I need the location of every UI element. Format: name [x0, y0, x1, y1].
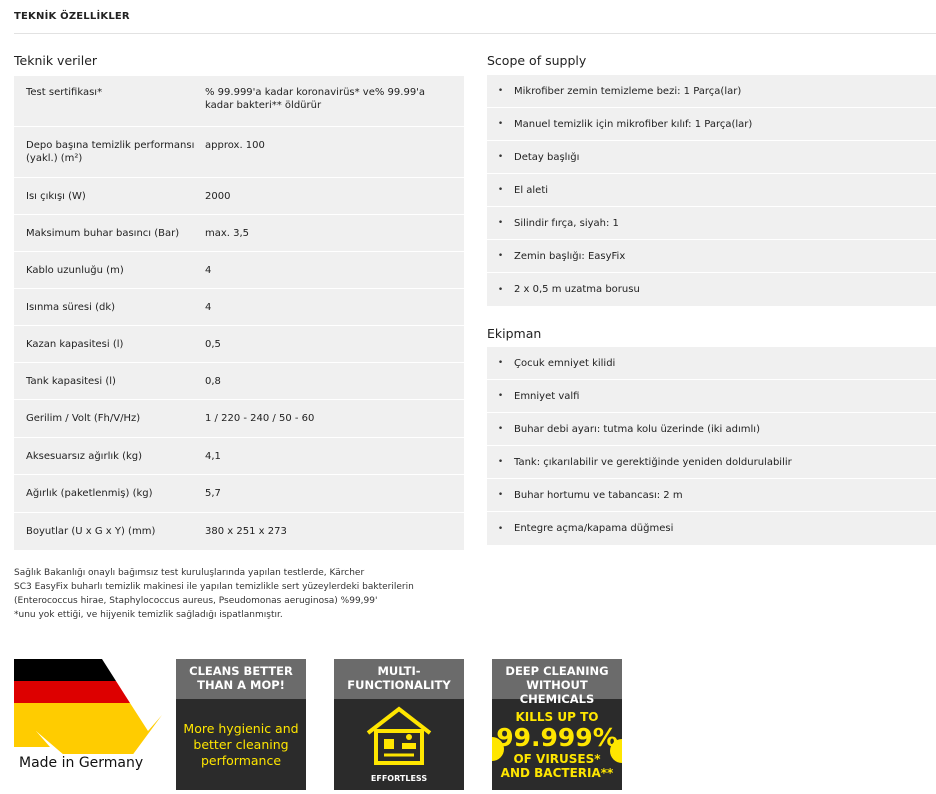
- spec-value: 4: [205, 301, 212, 313]
- list-item: [487, 446, 936, 479]
- equipment-heading: Ekipman: [487, 326, 542, 341]
- spec-label: Isınma süresi (dk): [26, 301, 116, 313]
- bullet-icon: •: [497, 251, 504, 261]
- spec-value: 4,1: [205, 450, 221, 462]
- badge-body-line: More hygienic and: [183, 721, 299, 736]
- list-item-label: El aleti: [514, 184, 549, 196]
- bullet-icon: •: [497, 523, 504, 534]
- badge-header-line: CLEANS BETTER: [189, 664, 293, 678]
- list-item-label: Buhar hortumu ve tabancası: 2 m: [514, 489, 683, 501]
- divider: [14, 33, 936, 34]
- badge-body-line: KILLS UP TO: [515, 710, 599, 724]
- list-item: [487, 479, 936, 512]
- list-item-label: Silindir fırça, siyah: 1: [514, 217, 619, 229]
- bullet-icon: •: [497, 424, 504, 434]
- spec-value: 2000: [205, 190, 231, 202]
- bullet-icon: •: [497, 284, 504, 295]
- spec-label: Isı çıkışı (W): [26, 190, 86, 202]
- list-item-label: Detay başlığı: [514, 151, 580, 163]
- footnote-line: *unu yok ettiği, ve hijyenik temizlik sağladığı ispatlanmıştır.: [14, 610, 283, 620]
- badge-body: [176, 721, 306, 769]
- badge-body-line: 99.999%: [496, 723, 618, 752]
- badge-body-line: AND BACTERIA**: [500, 766, 614, 780]
- spec-row: [14, 289, 464, 326]
- germany-flag-icon: [14, 659, 162, 754]
- badge-body-line: better cleaning: [193, 737, 289, 752]
- badge-header: [334, 659, 464, 699]
- bullet-icon: •: [497, 358, 504, 368]
- bullet-icon: •: [497, 457, 504, 467]
- spec-value: 0,8: [205, 375, 221, 387]
- spec-row: [14, 76, 464, 127]
- list-item-label: Manuel temizlik için mikrofiber kılıf: 1 Parça(lar): [514, 118, 753, 130]
- house-cleaning-icon: [364, 705, 434, 767]
- bullet-icon: •: [497, 185, 504, 195]
- badge-header-line: THAN A MOP!: [197, 678, 285, 692]
- list-item: [487, 512, 936, 545]
- badge-body-line: performance: [200, 753, 282, 768]
- section-title: TEKNİK ÖZELLİKLER: [14, 11, 130, 22]
- bullet-icon: •: [497, 86, 504, 96]
- spec-row: [14, 513, 464, 550]
- badge-header-line: FUNCTIONALITY: [347, 678, 451, 692]
- spec-label: Maksimum buhar basıncı (Bar): [26, 227, 180, 239]
- made-in-germany-text: Made in Germany: [19, 755, 144, 771]
- deep-cleaning-badge: [492, 659, 622, 790]
- made-in-germany-badge: [14, 659, 162, 790]
- cleans-better-badge: [176, 659, 306, 790]
- spec-row: [14, 178, 464, 215]
- spec-value: approx. 100: [205, 140, 265, 151]
- equipment-list: [487, 347, 936, 545]
- spec-label: Ağırlık (paketlenmiş) (kg): [26, 488, 153, 499]
- spec-row: [14, 252, 464, 289]
- list-item: [487, 75, 936, 108]
- list-item-label: Buhar debi ayarı: tutma kolu üzerinde (iki adımlı): [514, 423, 760, 435]
- bullet-icon: •: [497, 119, 504, 129]
- spec-row: [14, 438, 464, 475]
- spec-value: 1 / 220 - 240 / 50 - 60: [205, 413, 315, 424]
- spec-label: Kazan kapasitesi (l): [26, 338, 124, 350]
- list-item: [487, 108, 936, 141]
- list-item-label: Emniyet valfi: [514, 390, 580, 402]
- badge-header: [176, 659, 306, 699]
- list-item-label: Entegre açma/kapama düğmesi: [514, 523, 674, 534]
- spec-value: 4: [205, 264, 212, 276]
- list-item: [487, 347, 936, 380]
- spec-row: [14, 363, 464, 400]
- list-item-label: Zemin başlığı: EasyFix: [514, 250, 626, 262]
- list-item-label: Tank: çıkarılabilir ve gerektiğinde yeniden doldurulabilir: [514, 456, 792, 468]
- badge-body: [492, 710, 622, 780]
- spec-row: [14, 326, 464, 363]
- spec-label: Depo başına temizlik performansı (yakl.) (m²): [26, 140, 195, 164]
- badge-footer: EFFORTLESS: [370, 774, 428, 783]
- spec-label: Gerilim / Volt (Fh/V/Hz): [26, 413, 141, 424]
- spec-value: 380 x 251 x 273: [205, 526, 287, 537]
- list-item: [487, 240, 936, 273]
- bullet-icon: •: [497, 490, 504, 500]
- spec-value: 5,7: [205, 488, 221, 499]
- list-item: [487, 273, 936, 306]
- scope-heading: Scope of supply: [487, 53, 587, 68]
- bullet-icon: •: [497, 391, 504, 401]
- multi-functionality-badge: [334, 659, 464, 790]
- list-item: [487, 380, 936, 413]
- list-item-label: 2 x 0,5 m uzatma borusu: [514, 284, 640, 295]
- spec-label: Kablo uzunluğu (m): [26, 264, 124, 276]
- list-item: [487, 174, 936, 207]
- list-item: [487, 413, 936, 446]
- footnote-line: (Enterococcus hirae, Staphylococcus aureus, Pseudomonas aeruginosa) %99,99': [14, 596, 378, 606]
- badge-header: [492, 659, 622, 706]
- spec-label: Aksesuarsız ağırlık (kg): [26, 450, 143, 462]
- footnote-line: SC3 EasyFix buharlı temizlik makinesi ile yapılan temizlikle sert yüzeylerdeki bakterilerin: [14, 582, 414, 592]
- spec-row: [14, 400, 464, 438]
- spec-value: max. 3,5: [205, 227, 250, 239]
- footnote-line: Sağlık Bakanlığı onaylı bağımsız test kuruluşlarında yapılan testlerde, Kärcher: [14, 568, 365, 578]
- spec-row: [14, 475, 464, 513]
- spec-value: 0,5: [205, 338, 221, 350]
- list-item: [487, 141, 936, 174]
- spec-label: Tank kapasitesi (l): [26, 375, 116, 387]
- spec-row: [14, 127, 464, 178]
- badge-header-line: MULTI-: [377, 664, 421, 678]
- spec-label: Boyutlar (U x G x Y) (mm): [26, 526, 156, 537]
- spec-table: [14, 76, 464, 550]
- scope-list: [487, 75, 936, 306]
- tech-data-heading: Teknik veriler: [14, 53, 98, 68]
- badge-header-line: DEEP CLEANING: [505, 664, 609, 678]
- list-item: [487, 207, 936, 240]
- list-item-label: Çocuk emniyet kilidi: [514, 357, 616, 369]
- list-item-label: Mikrofiber zemin temizleme bezi: 1 Parça(lar): [514, 85, 742, 97]
- bullet-icon: •: [497, 218, 504, 228]
- spec-value: % 99.999'a kadar koronavirüs* ve% 99.99'a kadar bakteri** öldürür: [205, 87, 426, 111]
- bullet-icon: •: [497, 152, 504, 162]
- spec-label: Test sertifikası*: [26, 87, 103, 98]
- footnote: [14, 566, 464, 622]
- spec-row: [14, 215, 464, 252]
- badge-body-line: OF VIRUSES*: [513, 752, 601, 766]
- badge-header-line: WITHOUT CHEMICALS: [519, 678, 595, 706]
